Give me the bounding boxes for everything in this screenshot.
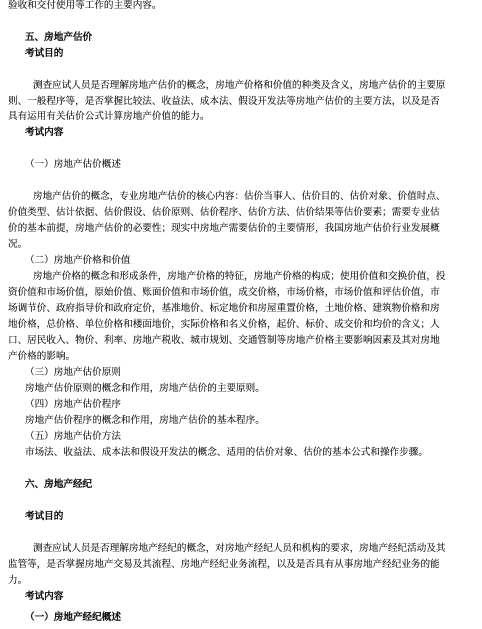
section-5-heading: 五、房地产估价 bbox=[25, 32, 93, 43]
procedure-line: 房地产估价程序的概念和作用，房地产估价的基本程序。 bbox=[25, 415, 265, 426]
price-line-2: 资价值和市场价值，原始价值、账面价值和市场价值，成交价格，市场价格，市场价值和评估价值，市 bbox=[8, 287, 440, 298]
methods-line: 市场法、收益法、成本法和假设开发法的概念、适用的估价对象、估价的基本公式和操作步骤。 bbox=[25, 447, 428, 458]
subsection-1-heading: （一）房地产估价概述 bbox=[25, 159, 121, 170]
purpose-text-line-1: 测查应试人员是否理解房地产估价的概念，房地产价格和价值的种类及含义，房地产估价的主要原 bbox=[33, 80, 446, 91]
subsection-3-heading: （三）房地产估价原则 bbox=[25, 367, 121, 378]
subsection-4-heading: （四）房地产估价程序 bbox=[25, 399, 121, 410]
price-line-4: 地价格，总价格、单位价格和楼面地价，实际价格和名义价格，起价、标价、成交价和均价的含义；人 bbox=[8, 319, 440, 330]
brokerage-purpose-line-3: 力。 bbox=[8, 575, 28, 586]
principles-line: 房地产估价原则的概念和作用，房地产估价的主要原则。 bbox=[25, 383, 265, 394]
price-line-5: 口、居民收入、物价、利率、房地产税收、城市规划、交通管制等房地产价格主要影响因素及其对房地 bbox=[8, 335, 440, 346]
overview-line-4: 况。 bbox=[8, 239, 28, 250]
price-line-6: 产价格的影响。 bbox=[8, 351, 76, 362]
exam-purpose-heading: 考试目的 bbox=[25, 48, 64, 59]
intro-line: 验收和交付使用等工作的主要内容。 bbox=[8, 0, 162, 11]
subsection-5-heading: （五）房地产估价方法 bbox=[25, 431, 121, 442]
purpose-text-line-3: 具有运用有关估价公式计算房地产价值的能力。 bbox=[8, 111, 210, 122]
section-6-heading: 六、房地产经纪 bbox=[25, 479, 93, 490]
brokerage-purpose-line-1: 测查应试人员是否理解房地产经纪的概念，对房地产经纪人员和机构的要求，房地产经纪活动及其 bbox=[33, 543, 446, 554]
overview-line-1: 房地产估价的概念，专业房地产估价的核心内容：估价当事人、估价目的、估价对象、价值时点、 bbox=[33, 191, 446, 202]
price-line-1: 房地产价格的概念和形成条件，房地产价格的特征，房地产价格的构成；使用价值和交换价值，投 bbox=[33, 271, 446, 282]
overview-line-2: 价值类型、估计依据、估价假设、估价原则、估价程序、估价方法、估价结果等估价要素；需要专业估 bbox=[8, 207, 440, 218]
purpose-text-line-2: 则、一般程序等，是否掌握比较法、收益法、成本法、假设开发法等房地产估价的主要方法，以及是否 bbox=[8, 96, 440, 107]
subsection-2-heading: （二）房地产价格和价值 bbox=[25, 255, 131, 266]
brokerage-subsection-1-heading: （一）房地产经纪概述 bbox=[25, 612, 121, 623]
overview-line-3: 价的基本前提，房地产估价的必要性；现实中房地产需要估价的主要情形，我国房地产估价行业发展概 bbox=[8, 223, 440, 234]
exam-purpose-heading-2: 考试目的 bbox=[25, 511, 64, 522]
price-line-3: 场调节价、政府指导价和政府定价，基准地价、标定地价和房屋重置价格，土地价格、建筑物价格和房 bbox=[8, 303, 440, 314]
exam-content-heading: 考试内容 bbox=[25, 127, 64, 138]
exam-content-heading-2: 考试内容 bbox=[25, 591, 64, 602]
brokerage-purpose-line-2: 监管等，是否掌握房地产交易及其流程、房地产经纪业务流程，以及是否具有从事房地产经纪业务的能 bbox=[8, 559, 440, 570]
